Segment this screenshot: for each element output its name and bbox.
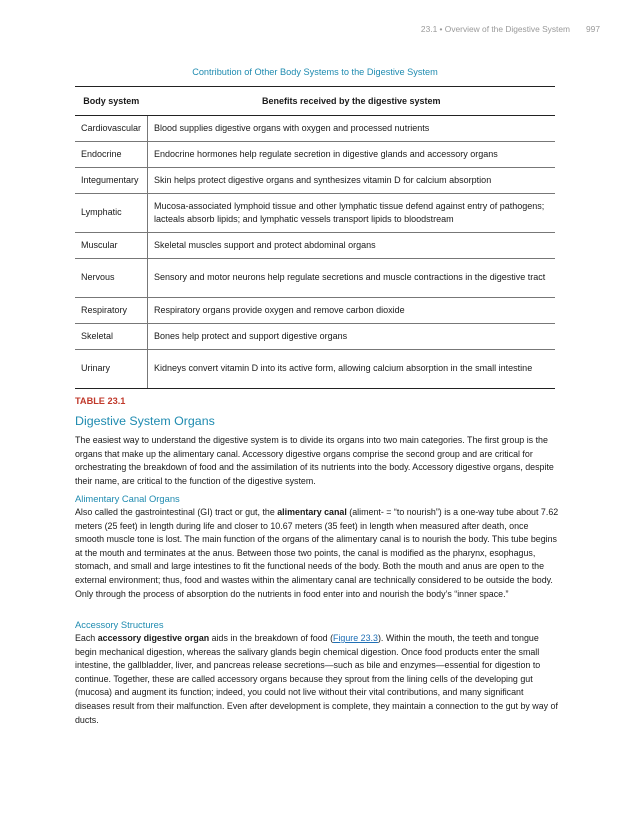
cell-benefit: Sensory and motor neurons help regulate secretions and muscle contractions in the digestive tract: [148, 259, 555, 298]
table-row: [75, 324, 555, 350]
cell-system: Nervous: [75, 259, 148, 298]
cell-benefit: Mucosa-associated lymphoid tissue and other lymphatic tissue defend against entry of pathogens; lacteals absorb lipids; and lymphatic vessels transport lipids to bloodstream: [148, 194, 555, 233]
accessory-text-mid: aids in the breakdown of food (: [209, 633, 334, 643]
table-caption: Contribution of Other Body Systems to the Digestive System: [192, 67, 438, 77]
cell-system: Muscular: [75, 233, 148, 259]
alimentary-text-rest: (aliment- = “to nourish”) is a one-way tube about 7.62 meters (25 feet) in length during life and closer to 10.67 meters (35 feet) in length when measured after death, once smooth muscle tone is lost. The main function of the organs of the alimentary canal is to nourish the body. This tube begins at the mouth and terminates at the anus. Between those two points, the canal is modified as the pharynx, esophagus, stomach, and small and large intestines to fit the functional needs of the body. Both the mouth and anus are open to the external environment; thus, food and wastes within the alimentary canal are technically considered to be outside the body. Only through the process of absorption do the nutrients in food enter into and nourish the body’s “inner space.”: [75, 507, 559, 599]
cell-system: Skeletal: [75, 324, 148, 350]
table-row: [75, 350, 555, 389]
table-row: [75, 233, 555, 259]
cell-benefit: Endocrine hormones help regulate secretion in digestive glands and accessory organs: [148, 142, 555, 168]
table-header-row: [75, 87, 555, 116]
accessory-text-start: Each: [75, 633, 98, 643]
section-heading: Digestive System Organs: [75, 414, 215, 428]
table-label: TABLE 23.1: [75, 396, 126, 406]
alimentary-heading: Alimentary Canal Organs: [75, 493, 180, 504]
accessory-text-rest: ). Within the mouth, the teeth and tongue begin mechanical digestion, whereas the salivary glands begin chemical digestion. Once food products enter the small intestine, the gallbladder, liver, and pancreas release secretions—such as bile and enzymes—essential for digestion to continue. Together, these are called accessory organs because they sprout from the lining cells of the developing gut (mucosa) and augment its function; indeed, you could not live without their vital contributions, and many significant diseases result from their malfunction. Even after development is complete, they maintain a connection to the gut by way of ducts.: [75, 633, 558, 725]
running-head: [421, 24, 600, 34]
table-row: [75, 259, 555, 298]
table-row: [75, 298, 555, 324]
body-systems-table: [75, 86, 555, 389]
cell-benefit: Respiratory organs provide oxygen and remove carbon dioxide: [148, 298, 555, 324]
cell-system: Cardiovascular: [75, 116, 148, 142]
table-row: [75, 142, 555, 168]
intro-paragraph: The easiest way to understand the digestive system is to divide its organs into two main categories. The first group is the organs that make up the alimentary canal. Accessory digestive organs comprise the second group and are critical for orchestrating the breakdown of food and the assimilation of its nutrients into the body. Accessory digestive organs, despite their name, are critical to the function of the digestive system.: [75, 435, 554, 486]
cell-system: Respiratory: [75, 298, 148, 324]
column-header-body-system: Body system: [75, 87, 148, 116]
cell-benefit: Blood supplies digestive organs with oxygen and processed nutrients: [148, 116, 555, 142]
figure-link[interactable]: Figure 23.3: [333, 633, 378, 643]
cell-system: Endocrine: [75, 142, 148, 168]
cell-benefit: Kidneys convert vitamin D into its active form, allowing calcium absorption in the small intestine: [148, 350, 555, 389]
table-row: [75, 168, 555, 194]
running-title: 23.1 • Overview of the Digestive System: [420, 24, 571, 34]
alimentary-paragraph: [75, 506, 559, 601]
cell-benefit: Skeletal muscles support and protect abdominal organs: [148, 233, 555, 259]
term-alimentary-canal: alimentary canal: [277, 507, 347, 517]
table-row: [75, 116, 555, 142]
cell-system: Integumentary: [75, 168, 148, 194]
cell-system: Urinary: [75, 350, 148, 389]
cell-system: Lymphatic: [75, 194, 148, 233]
cell-benefit: Skin helps protect digestive organs and synthesizes vitamin D for calcium absorption: [148, 168, 555, 194]
accessory-paragraph: [75, 632, 559, 727]
term-accessory-digestive-organ: accessory digestive organ: [97, 633, 210, 643]
page-number: 997: [586, 24, 600, 34]
alimentary-text-start: Also called the gastrointestinal (GI) tract or gut, the: [75, 507, 278, 517]
accessory-heading: Accessory Structures: [75, 619, 164, 630]
cell-benefit: Bones help protect and support digestive organs: [148, 324, 555, 350]
column-header-benefits: Benefits received by the digestive system: [148, 87, 555, 116]
table-row: [75, 194, 555, 233]
